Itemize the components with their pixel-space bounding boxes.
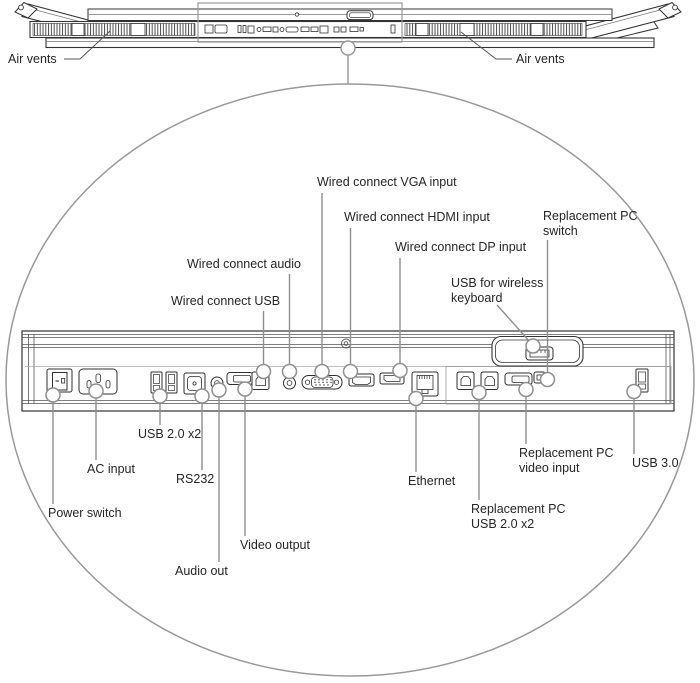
label-ethernet: Ethernet (408, 474, 456, 488)
label-wired-connect-audio: Wired connect audio (187, 257, 301, 271)
marker-usb2 (153, 389, 167, 403)
marker-rs232 (195, 389, 209, 403)
marker-dp (393, 364, 407, 378)
label-wired-connect-dp: Wired connect DP input (395, 240, 527, 254)
marker-video-output (238, 382, 252, 396)
label-wired-connect-usb: Wired connect USB (171, 294, 281, 308)
label-usb-3-0: USB 3.0 (632, 456, 679, 470)
compartment-door-top (347, 11, 373, 20)
air-vent-left (33, 24, 195, 36)
label-rs232: RS232 (176, 472, 215, 486)
marker-wired-usb (257, 365, 271, 379)
marker-replacement-pc-video (519, 383, 533, 397)
marker-audio-out (212, 383, 226, 397)
marker-wired-audio (283, 365, 297, 379)
marker-hdmi (344, 365, 358, 379)
label-wired-connect-vga: Wired connect VGA input (317, 175, 457, 189)
marker-vga (315, 365, 329, 379)
label-video-output: Video output (240, 538, 310, 552)
left-foot-screw-icon (19, 5, 24, 10)
label-ac-input: AC input (87, 462, 135, 476)
label-replacement-pc-video: Replacement PC video input (519, 446, 614, 475)
marker-wireless-keyboard-usb (526, 339, 540, 353)
marker-ethernet (409, 392, 423, 406)
screw-hole-icon (295, 13, 298, 16)
marker-usb3 (627, 385, 641, 399)
label-air-vents-right: Air vents (516, 52, 565, 66)
callout-circle (341, 41, 355, 55)
label-audio-out: Audio out (175, 564, 228, 578)
marker-power-switch (46, 388, 60, 402)
label-power-switch: Power switch (48, 506, 122, 520)
label-replacement-pc-usb: Replacement PC USB 2.0 x2 (471, 502, 566, 531)
label-replacement-pc-switch: Replacement PC switch (543, 209, 638, 238)
air-vent-right (405, 24, 582, 36)
marker-replacement-pc-switch (541, 373, 555, 387)
marker-replacement-pc-usb (472, 386, 486, 400)
right-foot-screw-icon (673, 5, 678, 10)
label-usb-wireless-keyboard: USB for wireless keyboard (451, 276, 544, 305)
magnified-panel-view (6, 84, 694, 676)
label-usb-2-0-x2: USB 2.0 x2 (138, 427, 202, 441)
label-wired-connect-hdmi: Wired connect HDMI input (344, 210, 490, 224)
back-panel-bar (88, 9, 612, 21)
marker-ac-input (89, 384, 103, 398)
label-air-vents-left: Air vents (8, 52, 57, 66)
